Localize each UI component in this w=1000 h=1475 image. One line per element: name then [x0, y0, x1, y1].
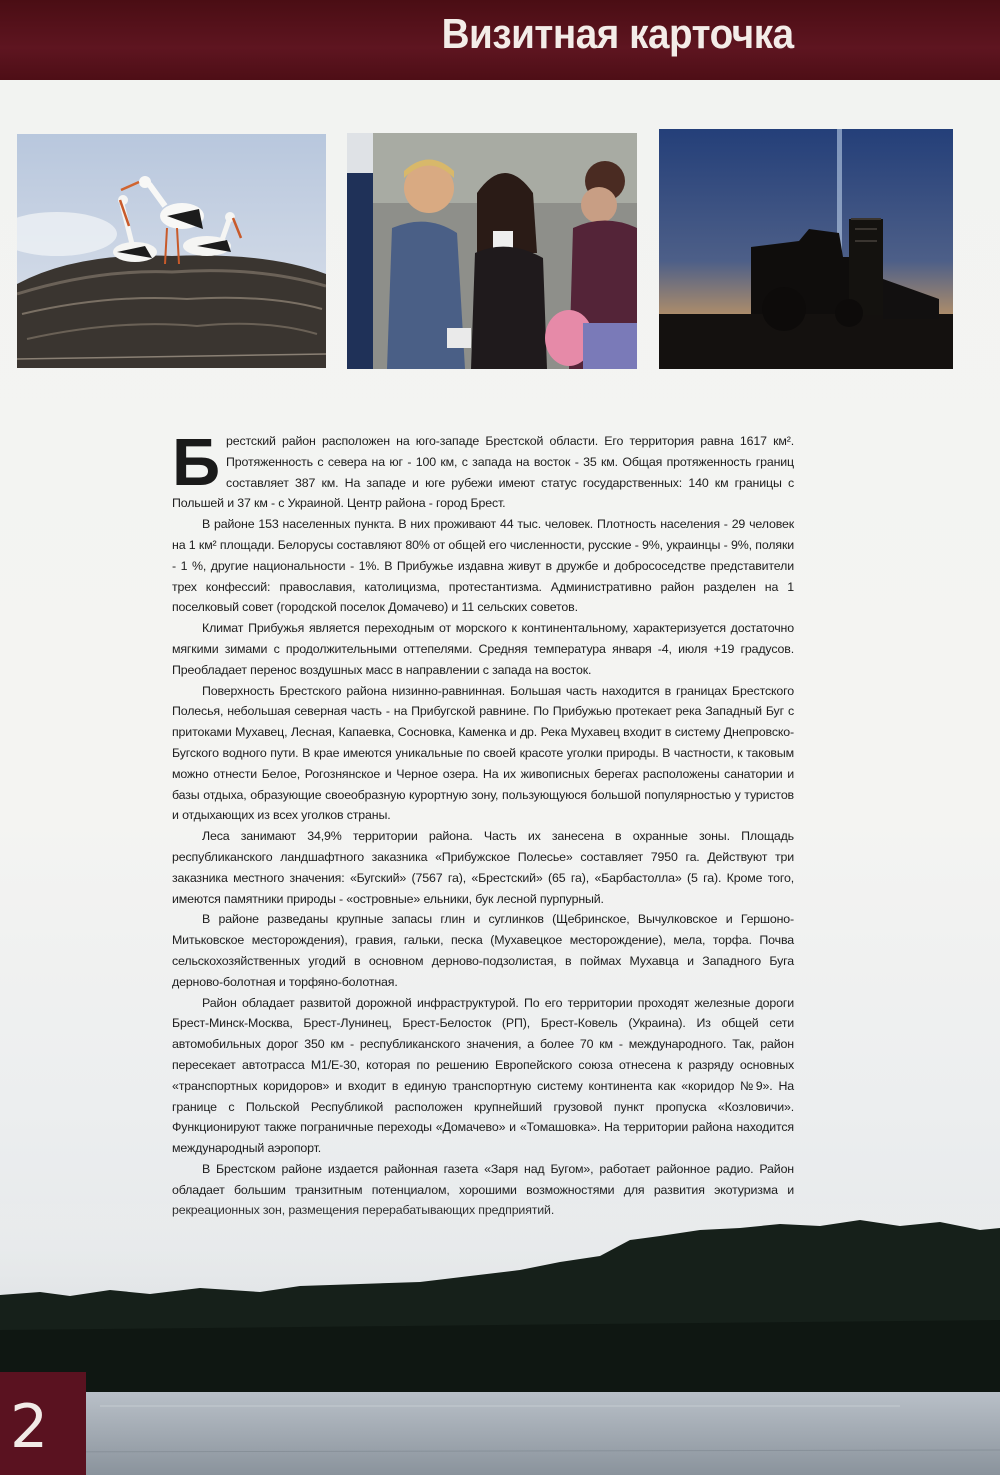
- paragraph: В Брестском районе издается районная газета «Заря над Бугом», работает районное радио. Район обладает большим транзитным потенциалом, хорошими возможностями для развития экотуризма и: [172, 1161, 794, 1197]
- storks-nest-photo: [17, 134, 326, 368]
- paragraph: Брестский район расположен на юго-западе Брестской области. Его территория равна 1617 км². Протяженность с севера на юг - 100 км, с запада на восток - 35 км. Общая протяженность границ составляет 387 км. На западе и юге рубежи имеют статус государственных: 140 км границы с Польшей и 37 км - с Украиной. Центр района - город Брест.: [172, 425, 794, 511]
- paragraph: Поверхность Брестского района низинно-равнинная. Большая часть находится в границах Брестского Полесья, небольшая северная часть - на Прибугской равнине. По Прибужью протекает река Западный Буг с притоками Мухавец, Лесная, Капаевка, Сосновка, Каменка и др. Река Мухавец входит в систему Днепровско-Бугского водного пути. В крае имеются уникальные по своей красоте уголки природы. В частности, к таковым можно отнести Белое, Рогознянское и Черное озера. На их живописных берегах расположены санатории и базы отдыха, образующие своеобразную курортную зону, пользующуюся большой популярностью у туристов и отдыхающих из всех уголков страны.: [172, 683, 794, 823]
- paragraph: В районе разведаны крупные запасы глин и суглинков (Щебринское, Вычулковское и Гершоно-Митьковское месторождения), гравия, гальки, песка (Мухавецкое месторождение), мела, торфа. Почва сельскохозяйственных угодий в основном дерново-подзолистая, в поймах Мухавца и Западного Буга дерново-болотная и торфяно-болотная.: [172, 912, 794, 989]
- forest-lake-landscape: [0, 1200, 1000, 1475]
- article-body: [172, 425, 794, 1221]
- paragraph: Леса занимают 34,9% территории района. Часть их занесена в охранные зоны. Площадь республиканского ландшафтного заказника «Прибужское Полесье» составляет 7950 га. Действуют три заказника местного значения: «Бугский» (7567 га), «Брестский» (65 га), «Барбастолла» (5 га). Кроме того, имеются памятники природы - «островные» ельники, бук лесной пурпурный.: [172, 829, 794, 906]
- header-band: [0, 0, 1000, 80]
- paragraph: Район обладает развитой дорожной инфраструктурой. По его территории проходят железные дороги Брест-Минск-Москва, Брест-Лунинец, Брест-Белосток (РП), Брест-Ковель (Украина). Из общей сети автомобильных дорог 350 км - республиканского значения, а более 70 км - международного. Так, район пересекает автотрасса М1/Е-30, которая по решению Европейского союза отнесена к разряду основных «транспортных коридоров» и входит в единую транспортную систему континента как «коридор №9». На границе с Польской Республикой расположен крупнейший грузовой пункт пропуска «Козловичи». Функционируют также пограничные переходы «Домачево» и «Томашовка». На территории района находится международный аэропорт.: [172, 995, 794, 1156]
- paragraph: Климат Прибужья является переходным от морского к континентальному, характеризуется достаточно мягкими зимами с продолжительными оттепелями. Средняя температура января -4, июля +19 градусов. Преобладает перенос воздушных масс в направлении с запада на восток.: [172, 621, 794, 677]
- drop-cap: Б: [172, 425, 221, 500]
- combine-harvester-sunset-photo: [659, 129, 953, 369]
- paragraph: В районе 153 населенных пункта. В них проживают 44 тыс. человек. Плотность населения - 29 человек на 1 км² площади. Белорусы составляют 80% от общей его численности, русские - 9%, украинцы - 9%, поляки - 1 %, другие национальности - 1%. В Прибужье издавна живут в дружбе и добрососедстве представители трех конфессий: православия, католицизма, протестантизма. Административно район разделен на 1 поселковый совет (городской поселок Домачево) и 11 сельских советов.: [172, 517, 794, 615]
- page-title: Визитная карточка: [441, 10, 794, 57]
- children-photo: [347, 133, 637, 369]
- page-number: 2: [10, 1392, 49, 1462]
